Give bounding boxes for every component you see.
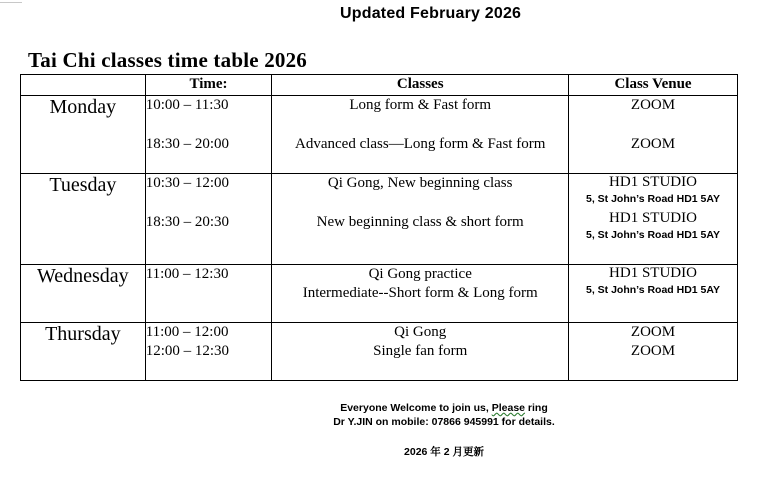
session-class: Single fan form xyxy=(373,343,468,359)
session-time: 10:00 – 11:30 xyxy=(145,97,229,113)
footer-welcome-text: Everyone Welcome to join us, xyxy=(340,402,492,414)
header-classes: Classes xyxy=(272,75,569,96)
classes-cell xyxy=(272,174,569,265)
footer-welcome-line xyxy=(64,402,760,414)
updated-date: Updated February 2026 xyxy=(340,5,522,22)
classes-cell xyxy=(272,96,569,174)
venue-cell xyxy=(569,323,738,381)
day-cell: Thursday xyxy=(21,323,146,381)
session-time: 12:00 – 12:30 xyxy=(145,343,230,359)
header-day xyxy=(21,75,146,96)
page-title: Tai Chi classes time table 2026 xyxy=(28,48,308,72)
session-class: Qi Gong practice xyxy=(368,266,472,282)
table-row-thursday xyxy=(21,323,738,381)
session-time: 18:30 – 20:00 xyxy=(145,136,230,152)
footer-contact-line: Dr Y.JIN on mobile: 07866 945991 for details. xyxy=(333,416,555,428)
venue-address: 5, St John’s Road HD1 5AY xyxy=(586,229,721,241)
session-time: 11:00 – 12:00 xyxy=(145,324,229,340)
time-cell xyxy=(145,265,272,323)
time-cell xyxy=(145,96,272,174)
footer-ring-word: ring xyxy=(525,402,548,414)
session-time: 18:30 – 20:30 xyxy=(145,214,230,230)
classes-cell xyxy=(272,323,569,381)
table-row-tuesday xyxy=(21,174,738,265)
table-row-monday xyxy=(21,96,738,174)
session-time: 10:30 – 12:00 xyxy=(145,175,230,191)
session-time: 11:00 – 12:30 xyxy=(145,266,229,282)
session-class: Qi Gong, New beginning class xyxy=(327,175,513,191)
session-venue: ZOOM xyxy=(630,343,676,359)
header-time: Time: xyxy=(145,75,272,96)
timetable xyxy=(20,74,738,381)
session-class: Qi Gong xyxy=(394,324,447,340)
footer-chinese-update: 2026 年 2 月更新 xyxy=(404,446,484,458)
session-venue: ZOOM xyxy=(630,324,676,340)
classes-cell xyxy=(272,265,569,323)
session-class: Advanced class—Long form & Fast form xyxy=(295,136,546,152)
session-venue: HD1 STUDIO xyxy=(609,174,697,190)
session-class: Long form & Fast form xyxy=(349,97,492,113)
venue-address: 5, St John’s Road HD1 5AY xyxy=(586,284,721,296)
footer-please-word: Please xyxy=(491,402,526,414)
day-cell: Wednesday xyxy=(21,265,146,323)
venue-cell xyxy=(569,174,738,265)
venue-cell xyxy=(569,265,738,323)
venue-address: 5, St John’s Road HD1 5AY xyxy=(586,193,721,205)
venue-cell xyxy=(569,96,738,174)
header-venue: Class Venue xyxy=(569,75,738,96)
session-class: Intermediate--Short form & Long form xyxy=(302,285,538,301)
day-cell: Tuesday xyxy=(21,174,146,265)
session-venue: ZOOM xyxy=(630,136,676,152)
day-cell: Monday xyxy=(21,96,146,174)
time-cell xyxy=(145,174,272,265)
session-venue: HD1 STUDIO xyxy=(609,210,697,226)
session-venue: HD1 STUDIO xyxy=(609,265,697,281)
page-corner-mark xyxy=(0,0,22,3)
header-row xyxy=(21,75,738,96)
session-venue: ZOOM xyxy=(630,97,676,113)
time-cell xyxy=(145,323,272,381)
session-class: New beginning class & short form xyxy=(316,214,524,230)
table-row-wednesday xyxy=(21,265,738,323)
